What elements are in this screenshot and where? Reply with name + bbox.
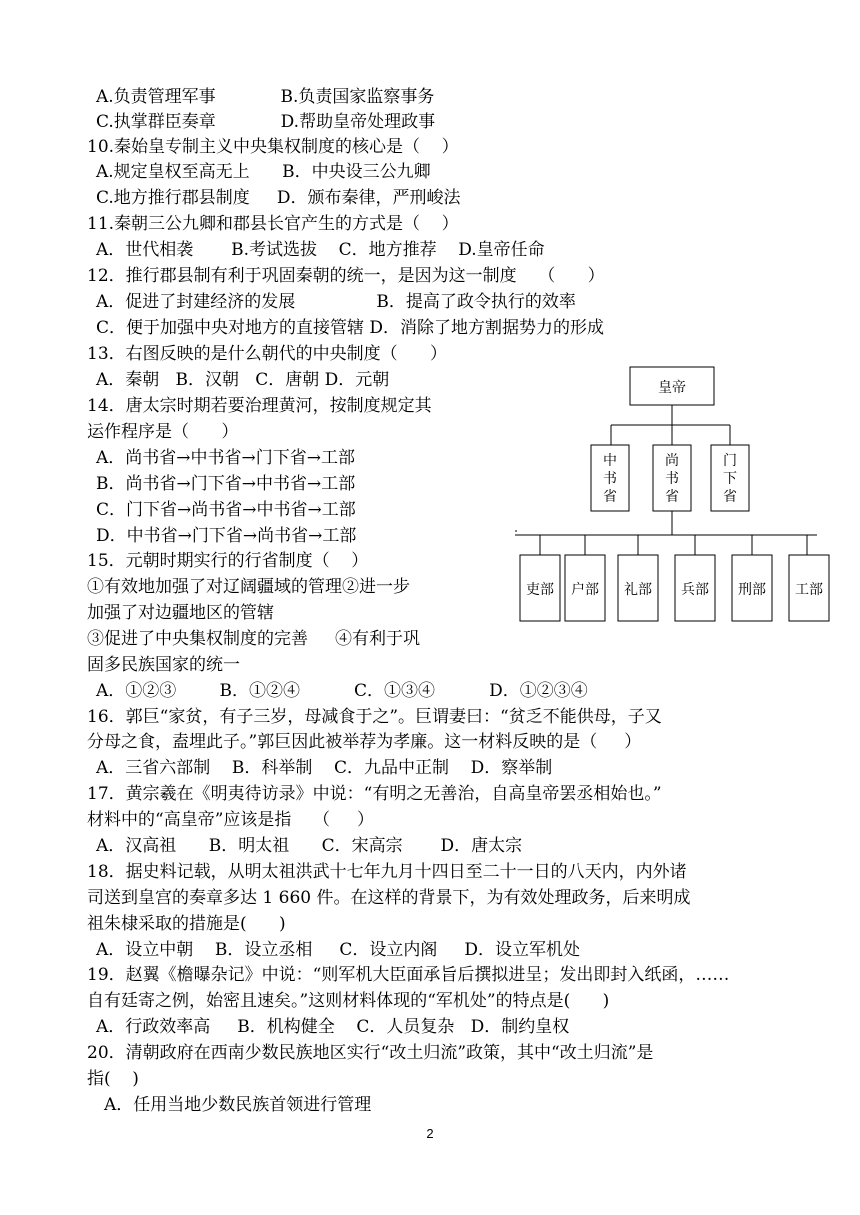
q11-options: A．世代相袭 B.考试选拔 C．地方推荐 D.皇帝任命 (96, 240, 545, 260)
ministry-label: 工部 (795, 582, 823, 598)
q16-stem-1: 16．郭巨“家贫，有子三岁，母减食于之”。巨谓妻曰：“贫乏不能供母，子又 (87, 707, 662, 727)
q19-options: A．行政效率高 B．机构健全 C．人员复杂 D．制约皇权 (96, 1017, 570, 1037)
q17-options: A．汉高祖 B．明太祖 C．宋高宗 D．唐太宗 (96, 836, 523, 856)
department-label: 尚书省 (665, 453, 679, 505)
department-label: 中书省 (603, 453, 617, 505)
q12-options-ab: A．促进了封建经济的发展 B．提高了政令执行的效率 (96, 292, 576, 312)
q10-options-ab: A.规定皇权至高无上 B．中央设三公九卿 (96, 162, 431, 182)
q18-stem-2: 司送到皇宫的奏章多达 1 660 件。在这样的背景下，为有效处理政务，后来明成 (87, 888, 691, 908)
q14-option-a: A．尚书省→中书省→门下省→工部 (96, 448, 356, 468)
department-label: 门下省 (723, 453, 737, 505)
q13-options: A．秦朝 B．汉朝 C．唐朝 D．元朝 (96, 370, 390, 390)
q20-option-a: A．任用当地少数民族首领进行管理 (104, 1095, 372, 1115)
emperor-label: 皇帝 (658, 380, 686, 396)
q15-stem: 15．元朝时期实行的行省制度（ ） (87, 551, 369, 571)
ministry-label: 户部 (571, 582, 599, 598)
q16-options: A．三省六部制 B．科举制 C．九品中正制 D．察举制 (96, 758, 553, 778)
q10-options-cd: C.地方推行郡县制度 D．颁布秦律，严刑峻法 (96, 188, 461, 208)
q16-stem-2: 分母之食，盍埋此子。”郭巨因此被举荐为孝廉。这一材料反映的是（ ） (87, 732, 642, 752)
q9-options-cd: C.执掌群臣奏章 D.帮助皇帝处理政事 (96, 112, 436, 132)
q14-option-c: C．门下省→尚书省→中书省→工部 (96, 500, 356, 520)
q17-stem-1: 17．黄宗羲在《明夷待访录》中说：“有明之无善治，自高皇帝罢丞相始也。” (87, 784, 662, 804)
q14-option-d: D．中书省→门下省→尚书省→工部 (96, 526, 357, 546)
q20-stem-2: 指( ) (87, 1069, 139, 1089)
q19-stem-2: 自有廷寄之例，始密且速矣。”这则材料体现的“军机处”的特点是( ) (87, 991, 610, 1011)
q15-item-12: ①有效地加强了对辽阔疆域的管理②进一步 (87, 577, 410, 597)
q15-item-4-cont: 固多民族国家的统一 (87, 655, 240, 675)
q18-options: A．设立中朝 B．设立丞相 C．设立内阁 D．设立军机处 (96, 940, 581, 960)
diagram-svg (505, 365, 835, 627)
q19-stem-1: 19．赵翼《檐曝杂记》中说：“则军机大臣面承旨后撰拟进呈；发出即封入纸函，…… (87, 965, 730, 985)
q13-stem: 13．右图反映的是什么朝代的中央制度（ ） (87, 344, 448, 364)
q14-stem-1: 14．唐太宗时期若要治理黄河，按制度规定其 (87, 396, 432, 416)
q20-stem-1: 20．清朝政府在西南少数民族地区实行“改土归流”政策，其中“改土归流”是 (87, 1043, 654, 1063)
q15-item-34: ③促进了中央集权制度的完善 ④有利于巩 (87, 629, 421, 649)
three-departments-six-ministries-diagram (505, 365, 835, 627)
q14-option-b: B．尚书省→门下省→中书省→工部 (96, 474, 356, 494)
ministry-label: 兵部 (681, 582, 709, 598)
q14-stem-2: 运作程序是（ ） (87, 422, 239, 442)
q18-stem-3: 祖朱棣采取的措施是( ) (87, 914, 286, 934)
middle-labels (603, 452, 737, 505)
ministry-label: 吏部 (526, 582, 554, 598)
ministry-label: 刑部 (738, 582, 766, 598)
q12-options-cd: C．便于加强中央对地方的直接管辖 D．消除了地方割据势力的形成 (96, 318, 605, 338)
q12-stem: 12．推行郡县制有利于巩固秦朝的统一，是因为这一制度 （ ） (87, 266, 605, 286)
ministry-label: 礼部 (624, 582, 652, 598)
page-number: 2 (426, 1126, 434, 1141)
q11-stem: 11.秦朝三公九卿和郡县长官产生的方式是（ ） (87, 214, 459, 234)
q10-stem: 10.秦始皇专制主义中央集权制度的核心是（ ） (87, 137, 459, 157)
q15-item-2-cont: 加强了对边疆地区的管辖 (87, 603, 274, 623)
q17-stem-2: 材料中的“高皇帝”应该是指 （ ） (87, 810, 375, 830)
q18-stem-1: 18．据史料记载，从明太祖洪武十七年九月十四日至二十一日的八天内，内外诸 (87, 862, 687, 882)
q15-options: A．①②③ B．①②④ C．①③④ D．①②③④ (96, 681, 588, 701)
q9-options-ab: A.负责管理军事 B.负责国家监察事务 (96, 87, 435, 107)
